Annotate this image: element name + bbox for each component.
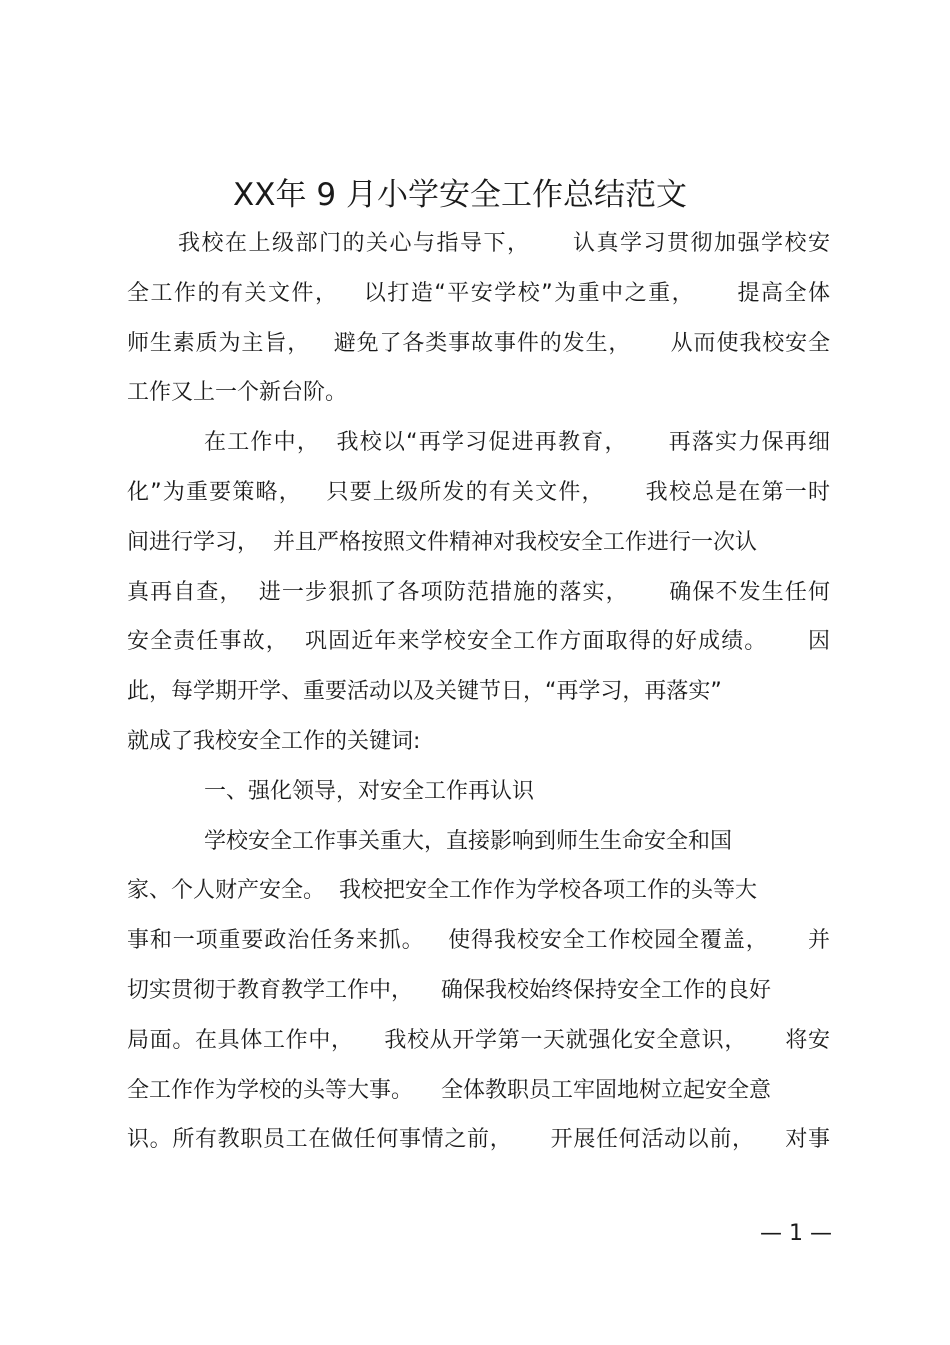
paragraph-line: 切实贯彻于教育教学工作中， 确保我校始终保持安全工作的良好	[127, 978, 771, 1003]
paragraph-line: 间进行学习， 并且严格按照文件精神对我校安全工作进行一次认	[127, 530, 757, 555]
paragraph-line: 事和一项重要政治任务来抓。 使得我校安全工作校园全覆盖， 并	[127, 928, 830, 953]
paragraph-line: 学校安全工作事关重大，直接影响到师生生命安全和国	[204, 829, 733, 854]
paragraph-line: 就成了我校安全工作的关键词:	[127, 729, 421, 754]
paragraph-line: 家、个人财产安全。 我校把安全工作作为学校各项工作的头等大	[127, 878, 757, 903]
section-heading: 一、强化领导，对安全工作再认识	[204, 779, 535, 804]
paragraph-line: 真再自查， 进一步狠抓了各项防范措施的落实， 确保不发生任何	[127, 580, 830, 605]
paragraph-line: 全工作的有关文件， 以打造“平安学校”为重中之重， 提高全体	[127, 281, 830, 306]
paragraph-line: 师生素质为主旨， 避免了各类事故事件的发生， 从而使我校安全	[127, 331, 830, 356]
paragraph-line: 工作又上一个新台阶。	[127, 380, 348, 405]
paragraph-line: 在工作中， 我校以“再学习促进再教育， 再落实力保再细	[204, 430, 830, 455]
page-number: — 1 —	[760, 1221, 832, 1246]
paragraph-line: 化”为重要策略， 只要上级所发的有关文件， 我校总是在第一时	[127, 480, 830, 505]
document-title: XX年 9 月小学安全工作总结范文	[233, 177, 687, 213]
paragraph-line: 识。所有教职员工在做任何事情之前， 开展任何活动以前， 对事	[127, 1127, 830, 1152]
paragraph-line: 局面。在具体工作中， 我校从开学第一天就强化安全意识， 将安	[127, 1028, 830, 1053]
paragraph-line: 我校在上级部门的关心与指导下， 认真学习贯彻加强学校安	[178, 231, 830, 256]
paragraph-line: 全工作作为学校的头等大事。 全体教职员工牢固地树立起安全意	[127, 1078, 771, 1103]
paragraph-line: 安全责任事故， 巩固近年来学校安全工作方面取得的好成绩。 因	[127, 629, 830, 654]
paragraph-line: 此，每学期开学、重要活动以及关键节日，“再学习，再落实”	[127, 679, 722, 704]
